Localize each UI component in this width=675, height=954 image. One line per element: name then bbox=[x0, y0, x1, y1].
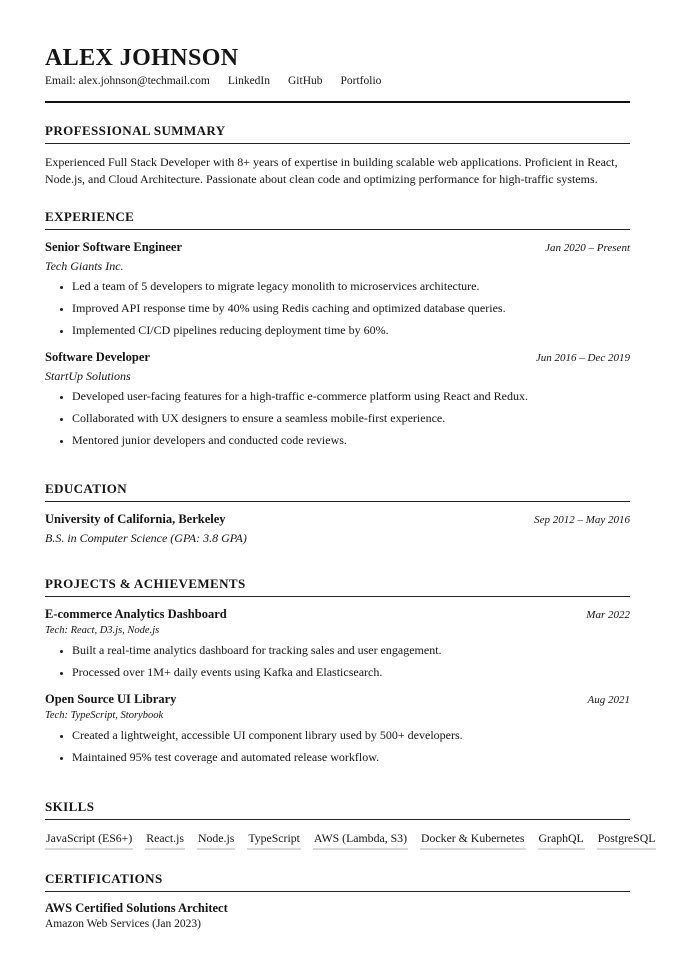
skill-chip: AWS (Lambda, S3) bbox=[313, 831, 408, 850]
skill-chip: Docker & Kubernetes bbox=[420, 831, 526, 850]
project-tech: Tech: React, D3.js, Node.js bbox=[45, 625, 160, 636]
experience-heading: EXPERIENCE bbox=[45, 209, 630, 230]
bullet-item: • Built a real-time analytics dashboard for tracking sales and user engagement. bbox=[72, 643, 630, 657]
education-entry-header bbox=[45, 512, 630, 527]
section-skills bbox=[45, 799, 656, 850]
section-experience bbox=[45, 209, 630, 447]
project-bullet-list bbox=[45, 728, 630, 764]
skill-chip: TypeScript bbox=[247, 831, 301, 850]
bullet-item: • Developed user-facing features for a high-traffic e-commerce platform using React and Redux. bbox=[72, 389, 630, 403]
projects-heading: PROJECTS & ACHIEVEMENTS bbox=[45, 576, 630, 597]
project-entry-header bbox=[45, 607, 630, 622]
certification-issuer: Amazon Web Services (Jan 2023) bbox=[45, 918, 201, 930]
bullet-item: • Maintained 95% test coverage and automated release workflow. bbox=[72, 750, 630, 764]
skill-chip: JavaScript (ES6+) bbox=[45, 831, 133, 850]
job-bullet-list bbox=[45, 279, 630, 337]
skill-chip: React.js bbox=[145, 831, 185, 850]
job-entry-header bbox=[45, 240, 630, 255]
job-bullet-list bbox=[45, 389, 630, 447]
education-school: University of California, Berkeley bbox=[45, 512, 226, 526]
bullet-item: • Mentored junior developers and conducted code reviews. bbox=[72, 433, 630, 447]
skills-heading: SKILLS bbox=[45, 799, 630, 820]
job-entry bbox=[45, 350, 630, 447]
section-professional-summary bbox=[45, 123, 630, 188]
bullet-item: • Led a team of 5 developers to migrate legacy monolith to microservices architecture. bbox=[72, 279, 630, 293]
section-projects-achievements bbox=[45, 576, 630, 764]
project-entry-header bbox=[45, 692, 630, 707]
section-education bbox=[45, 481, 630, 545]
bullet-item: • Processed over 1M+ daily events using Kafka and Elasticsearch. bbox=[72, 665, 630, 679]
linkedin-link[interactable]: LinkedIn bbox=[227, 75, 270, 87]
education-dates: Sep 2012 – May 2016 bbox=[534, 514, 630, 526]
resume-header bbox=[45, 46, 630, 88]
education-heading: EDUCATION bbox=[45, 481, 630, 502]
education-degree: B.S. in Computer Science (GPA: 3.8 GPA) bbox=[45, 531, 247, 545]
skill-chip: PostgreSQL bbox=[597, 831, 657, 850]
project-title: E-commerce Analytics Dashboard bbox=[45, 607, 227, 621]
job-entry bbox=[45, 240, 630, 337]
summary-heading: PROFESSIONAL SUMMARY bbox=[45, 123, 630, 144]
certification-name: AWS Certified Solutions Architect bbox=[45, 901, 228, 915]
certification-entry bbox=[45, 901, 630, 931]
skills-row bbox=[45, 831, 656, 850]
summary-text: Experienced Full Stack Developer with 8+ years of expertise in building scalable web applications. Proficient in React, Node.js, and Cloud Architecture. Passionate about clean code and optimizing performance for high-traffic systems. bbox=[45, 155, 618, 186]
job-company: Tech Giants Inc. bbox=[45, 259, 124, 273]
project-title: Open Source UI Library bbox=[45, 692, 177, 706]
bullet-item: • Created a lightweight, accessible UI component library used by 500+ developers. bbox=[72, 728, 630, 742]
job-dates: Jan 2020 – Present bbox=[545, 242, 630, 254]
project-dates: Aug 2021 bbox=[587, 694, 630, 706]
project-bullet-list bbox=[45, 643, 630, 679]
contact-row bbox=[45, 74, 630, 88]
email-text: Email: alex.johnson@techmail.com bbox=[45, 75, 210, 87]
bullet-item: • Collaborated with UX designers to ensure a seamless mobile-first experience. bbox=[72, 411, 630, 425]
skill-chip: Node.js bbox=[197, 831, 235, 850]
bullet-item: • Improved API response time by 40% using Redis caching and optimized database queries. bbox=[72, 301, 630, 315]
project-entry bbox=[45, 607, 630, 679]
section-certifications bbox=[45, 871, 630, 931]
bullet-item: • Implemented CI/CD pipelines reducing deployment time by 60%. bbox=[72, 323, 630, 337]
job-title: Software Developer bbox=[45, 350, 150, 364]
header-divider bbox=[45, 101, 630, 103]
job-title: Senior Software Engineer bbox=[45, 240, 183, 254]
skill-chip: GraphQL bbox=[538, 831, 585, 850]
project-dates: Mar 2022 bbox=[586, 609, 630, 621]
github-link[interactable]: GitHub bbox=[288, 75, 323, 87]
project-tech: Tech: TypeScript, Storybook bbox=[45, 710, 164, 721]
certifications-heading: CERTIFICATIONS bbox=[45, 871, 630, 892]
project-entry bbox=[45, 692, 630, 764]
job-dates: Jun 2016 – Dec 2019 bbox=[535, 352, 630, 364]
portfolio-link[interactable]: Portfolio bbox=[340, 75, 382, 87]
candidate-name: ALEX JOHNSON bbox=[45, 45, 239, 71]
job-company: StartUp Solutions bbox=[45, 369, 131, 383]
job-entry-header bbox=[45, 350, 630, 365]
